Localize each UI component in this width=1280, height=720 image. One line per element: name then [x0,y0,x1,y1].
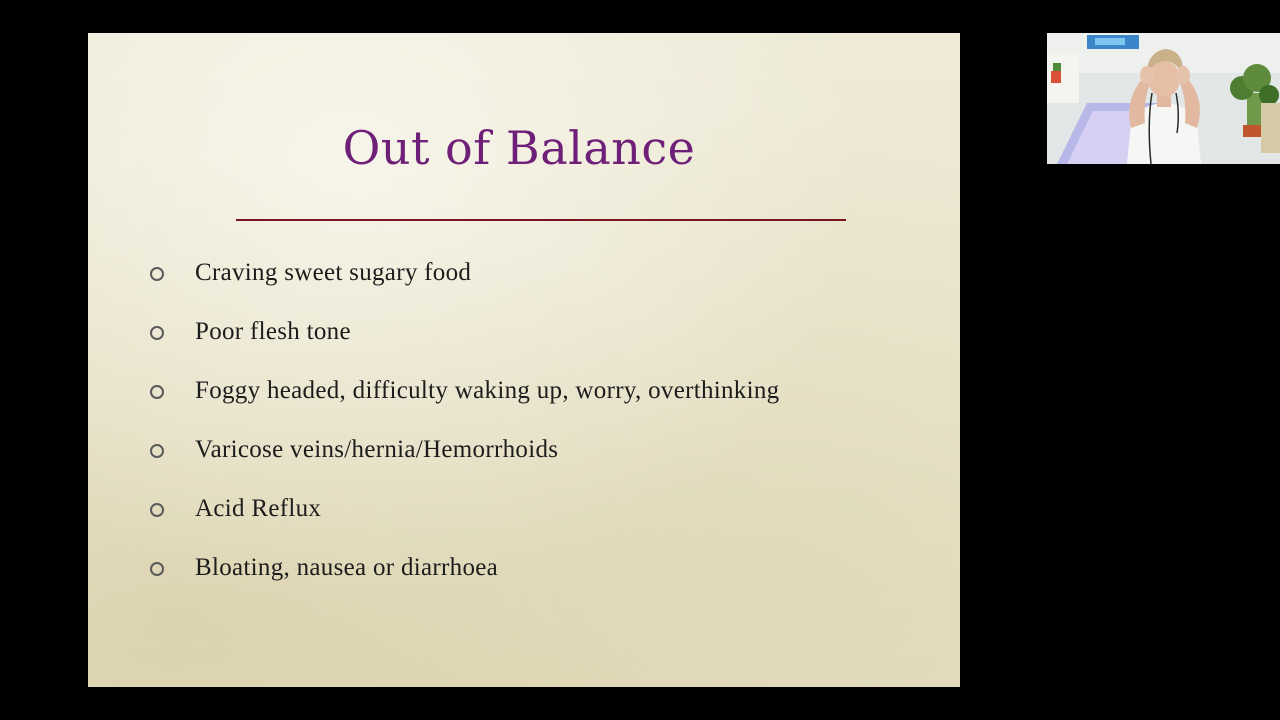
hollow-circle-icon [150,385,164,399]
bullet-text: Craving sweet sugary food [195,258,472,286]
hollow-circle-icon [150,267,164,281]
bullet-text: Acid Reflux [195,494,322,522]
bullet-text: Foggy headed, difficulty waking up, worry, overthinking [195,376,780,404]
list-item [150,361,779,420]
bullet-text: Bloating, nausea or diarrhoea [195,553,499,581]
presenter-video-image [1047,33,1280,164]
bullet-text: Varicose veins/hernia/Hemorrhoids [195,435,559,463]
list-item [150,243,779,302]
hollow-circle-icon [150,326,164,340]
bullet-list [150,243,779,597]
list-item [150,302,779,361]
list-item [150,420,779,479]
bullet-text: Poor flesh tone [195,317,351,345]
title-divider [236,219,846,221]
webcam-feed[interactable] [1047,33,1280,164]
hollow-circle-icon [150,562,164,576]
hollow-circle-icon [150,503,164,517]
slide-canvas [88,33,960,687]
list-item [150,538,779,597]
hollow-circle-icon [150,444,164,458]
slide-title: Out of Balance [342,121,696,175]
list-item [150,479,779,538]
